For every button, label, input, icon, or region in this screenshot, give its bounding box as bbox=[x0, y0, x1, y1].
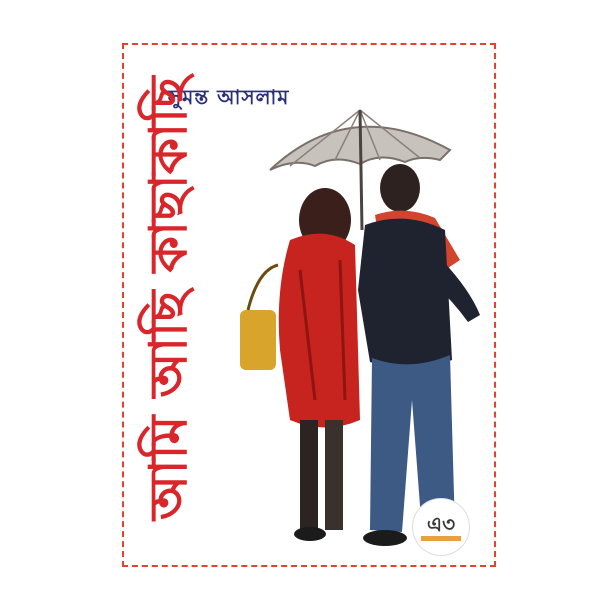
book-title: আমি আছি কাছাকাছি bbox=[139, 76, 199, 520]
publisher-logo-band bbox=[421, 536, 461, 541]
publisher-logo bbox=[412, 498, 470, 556]
publisher-logo-mark: এ৩ bbox=[426, 511, 456, 536]
author-name: সুমন্ত আসলাম bbox=[168, 85, 290, 109]
